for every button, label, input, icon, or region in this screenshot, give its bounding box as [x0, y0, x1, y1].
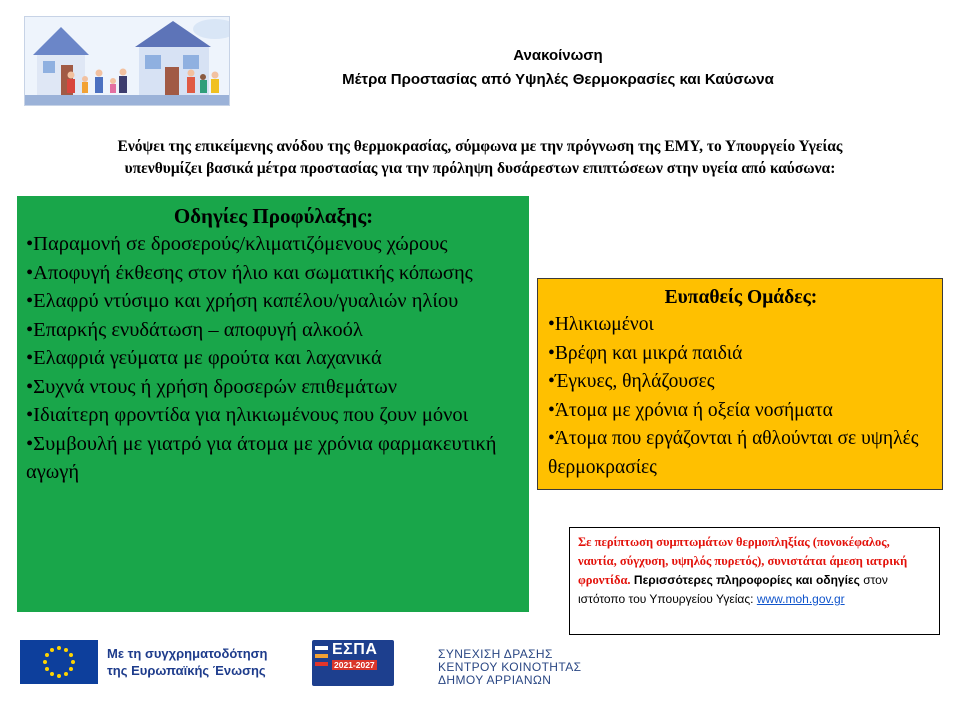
prevention-list: [26, 230, 521, 487]
title-line-1: Ανακοίνωση: [513, 47, 603, 64]
community-line-2: ΚΕΝΤΡΟΥ ΚΟΙΝΟΤΗΤΑΣ: [438, 659, 582, 674]
espa-years: 2021-2027: [334, 660, 375, 670]
moh-website-link[interactable]: www.moh.gov.gr: [756, 592, 845, 606]
announcement-title: [258, 44, 858, 92]
intro-line-1: Ενόψει της επικείμενης ανόδου της θερμοκρασίας, σύμφωνα με την πρόγνωση της ΕΜΥ, το Υπουργείο Υγείας: [117, 138, 843, 155]
vulnerable-heading: Ευπαθείς Ομάδες:: [664, 287, 818, 308]
espa-badge: [312, 640, 394, 686]
hero-illustration: [24, 16, 230, 106]
prevention-item: •Ελαφριά γεύματα με φρούτα και λαχανικά: [26, 347, 382, 369]
espa-logo: [312, 640, 394, 686]
prevention-heading: Οδηγίες Προφύλαξης:: [173, 204, 374, 228]
intro-paragraph: [30, 136, 930, 180]
community-center-text: [438, 648, 581, 686]
eu-cofunding-text: [107, 645, 307, 679]
eu-cofunding-logo: [20, 640, 301, 684]
prevention-item: •Επαρκής ενυδάτωση – αποφυγή αλκοόλ: [26, 318, 363, 341]
vulnerable-groups-box: [537, 278, 943, 490]
vulnerable-list: [548, 311, 934, 482]
heatstroke-note: [569, 527, 940, 635]
espa-title: ΕΣΠΑ: [332, 641, 378, 658]
prevention-item: •Αποφυγή έκθεσης στον ήλιο και σωματικής κόπωσης: [26, 261, 473, 284]
vulnerable-item: •Άτομα που εργάζονται ή αθλούνται σε υψηλές θερμοκρασίες: [548, 428, 919, 478]
eu-flag-icon: [20, 640, 98, 684]
note-more-info: Περισσότερες πληροφορίες και οδηγίες: [633, 573, 860, 587]
eu-line-1: Με τη συγχρηματοδότηση: [107, 646, 268, 661]
community-line-1: ΣΥΝΕΧΙΣΗ ΔΡΑΣΗΣ: [438, 647, 553, 661]
community-line-3: ΔΗΜΟΥ ΑΡΡΙΑΝΩΝ: [438, 672, 552, 687]
prevention-item: •Συχνά ντους ή χρήση δροσερών επιθεμάτων: [26, 375, 397, 398]
vulnerable-item: •Βρέφη και μικρά παιδιά: [548, 342, 743, 364]
vulnerable-item: •Άτομα με χρόνια ή οξεία νοσήματα: [548, 399, 833, 421]
prevention-item: •Συμβουλή με γιατρό για άτομα με χρόνια φαρμακευτική αγωγή: [26, 432, 497, 483]
espa-bars-icon: [315, 644, 329, 670]
intro-line-2: υπενθυμίζει βασικά μέτρα προστασίας για την πρόληψη δυσάρεστων επιπτώσεων στην υγεία από καύσωνα:: [124, 160, 836, 177]
prevention-item: •Παραμονή σε δροσερούς/κλιματιζόμενους χώρους: [26, 233, 448, 255]
prevention-guidelines-box: [17, 196, 529, 612]
title-line-2: Μέτρα Προστασίας από Υψηλές Θερμοκρασίες και Καύσωνα: [342, 71, 774, 88]
note-plain-text: στον ιστότοπο του Υπουργείου Υγείας:: [578, 573, 888, 606]
vulnerable-item: •Ηλικιωμένοι: [548, 314, 654, 335]
prevention-item: •Ελαφρύ ντύσιμο και χρήση καπέλου/γυαλιών ηλίου: [26, 290, 459, 312]
vulnerable-item: •Έγκυες, θηλάζουσες: [548, 371, 715, 392]
eu-line-2: της Ευρωπαϊκής Ένωσης: [107, 663, 266, 678]
note-warning-text: Σε περίπτωση συμπτωμάτων θερμοπληξίας (πονοκέφαλος, ναυτία, σύγχυση, υψηλός πυρετός), συνιστάται άμεση ιατρική φροντίδα.: [578, 535, 908, 587]
prevention-item: •Ιδιαίτερη φροντίδα για ηλικιωμένους που ζουν μόνοι: [26, 404, 469, 426]
